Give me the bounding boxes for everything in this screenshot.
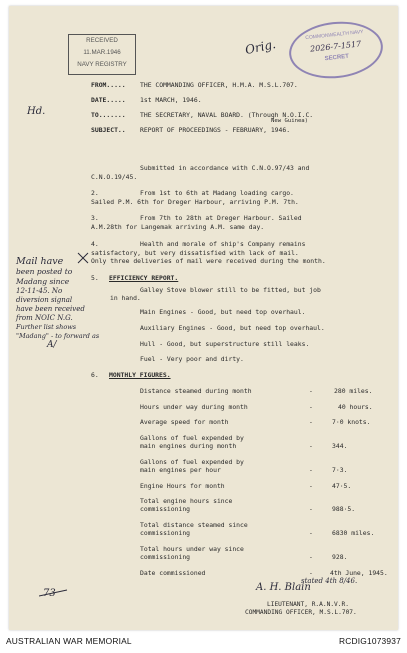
monthly-row-label: Gallons of fuel expended by [140, 434, 244, 442]
para4-line2: satisfactory, but very dissatisfied with lack of mail. [91, 249, 299, 257]
footer-catalog-id: RCDIG1073937 [339, 636, 401, 646]
margin-note-line: "Madang" - to forward as [16, 332, 100, 340]
margin-note-line: Further list shows [16, 323, 77, 331]
monthly-row-label-2: main engines per hour [140, 466, 221, 474]
para3-line2: A.M.28th for Langemak arriving A.M. same day. [91, 223, 265, 231]
margin-note-line: diversion signal [16, 296, 73, 304]
margin-note-initials: A/ [47, 340, 57, 350]
signature-title: COMMANDING OFFICER, M.S.L.707. [245, 609, 357, 616]
received-stamp-registry: NAVY REGISTRY [77, 61, 127, 68]
monthly-row-label: Total engine hours since [140, 497, 233, 505]
monthly-row-label: Distance steamed during month [140, 387, 252, 395]
from-label: FROM..... [91, 81, 126, 89]
monthly-row-value: 4th June, 1945. [330, 569, 388, 577]
para4-line1: Health and morale of ship's Company remains [140, 240, 306, 248]
date-value: 1st MARCH, 1946. [140, 96, 202, 104]
subject-label: SUBJECT.. [91, 126, 126, 134]
para3-num: 3. [91, 214, 99, 222]
received-stamp-line1: RECEIVED [86, 37, 118, 44]
monthly-row-label-2: main engines during month [140, 442, 237, 450]
efficiency-item-hull: Hull - Good, but superstructure still leaks. [140, 340, 310, 348]
para4-line3: Only three deliveries of mail were received during the month. [91, 257, 326, 265]
monthly-row-value: 344. [332, 442, 348, 450]
monthly-row-value: 928. [332, 553, 348, 561]
monthly-row-label-2: commissioning [140, 505, 191, 513]
monthly-row-dash: - [309, 505, 313, 513]
margin-note-line: Madang since [16, 277, 70, 286]
efficiency-num: 5. [91, 274, 99, 282]
monthly-heading: MONTHLY FIGURES. [109, 371, 171, 379]
monthly-row-label: Date commissioned [140, 569, 206, 577]
monthly-row-dash: - [309, 387, 313, 395]
para2-line2: Sailed P.M. 6th for Dreger Harbour, arriving P.M. 7th. [91, 198, 299, 206]
para3-line1: From 7th to 28th at Dreger Harbour. Sailed [140, 214, 302, 222]
monthly-row-label: Engine Hours for month [140, 482, 225, 490]
monthly-row-value: 7·0 knots. [332, 418, 371, 426]
monthly-row-value: 7·3. [332, 466, 348, 474]
signature-handwritten: A. H. Blain [256, 582, 311, 593]
from-value: THE COMMANDING OFFICER, H.M.A. M.S.L.707. [140, 81, 298, 89]
margin-initials: Hd. [27, 106, 46, 117]
para1-line2: C.N.O.19/45. [91, 173, 138, 181]
efficiency-item-main-engines: Main Engines - Good, but need top overhaul. [140, 308, 306, 316]
monthly-row-label-2: commissioning [140, 529, 191, 537]
monthly-row-label: Gallons of fuel expended by [140, 458, 244, 466]
margin-note-line: Mail have [16, 256, 64, 267]
margin-note-line: 12-11-45. No [16, 287, 63, 295]
monthly-row-label: Hours under way during month [140, 403, 248, 411]
monthly-row-dash: - [309, 569, 313, 577]
efficiency-item-galley: Galley Stove blower still to be fitted, but job [140, 286, 321, 294]
monthly-row-value: 40 hours. [338, 403, 373, 411]
monthly-row-value: 47·5. [332, 482, 352, 490]
secret-stamp: COMMONWEALTH NAVY 2026-7-1517 SECRET [286, 17, 385, 83]
monthly-row-label-2: commissioning [140, 553, 191, 561]
monthly-row-dash: - [309, 442, 313, 450]
monthly-row-dash: - [309, 466, 313, 474]
received-stamp [68, 34, 136, 75]
received-stamp-date: 11.MAR.1946 [83, 49, 121, 56]
document-page [9, 6, 398, 630]
monthly-row-dash: - [309, 418, 313, 426]
monthly-row-value: 280 miles. [334, 387, 373, 395]
secret-stamp-label: SECRET [324, 53, 350, 63]
efficiency-item-fuel: Fuel - Very poor and dirty. [140, 355, 244, 363]
margin-note-line: from NOIC N.G. [16, 314, 73, 322]
to-label: TO....... [91, 111, 126, 119]
monthly-row-label: Total hours under way since [140, 545, 244, 553]
monthly-row-value: 988·5. [332, 505, 356, 513]
to-value-2: New Guinea) [271, 118, 309, 124]
efficiency-item-aux-engines: Auxiliary Engines - Good, but need top overhaul. [140, 324, 325, 332]
monthly-row-value: 6830 miles. [332, 529, 375, 537]
efficiency-heading: EFFICIENCY REPORT. [109, 274, 179, 282]
margin-note-line: been posted to [16, 267, 73, 276]
para2-num: 2. [91, 189, 99, 197]
monthly-row-label: Total distance steamed since [140, 521, 248, 529]
subject-value: REPORT OF PROCEEDINGS - FEBRUARY, 1946. [140, 126, 291, 134]
monthly-row-dash: - [309, 482, 313, 490]
signature-rank: LIEUTENANT, R.A.N.V.R. [267, 601, 349, 608]
para4-num: 4. [91, 240, 99, 248]
monthly-num: 6. [91, 371, 99, 379]
orig-note: Orig. [243, 36, 278, 58]
margin-note-line: have been received [16, 305, 85, 313]
to-value: THE SECRETARY, NAVAL BOARD. (Through N.O.I.C. [140, 111, 314, 119]
bottom-mark: 73 [43, 588, 56, 599]
footer-institution: AUSTRALIAN WAR MEMORIAL [6, 636, 132, 646]
efficiency-item-galley-2: in hand. [110, 294, 141, 302]
para1-line1: Submitted in accordance with C.N.O.97/43 and [140, 164, 310, 172]
monthly-row-label: Average speed for month [140, 418, 229, 426]
cross-mark-icon [77, 252, 89, 264]
monthly-row-dash: - [309, 403, 313, 411]
para2-line1: From 1st to 6th at Madang loading cargo. [140, 189, 294, 197]
monthly-row-dash: - [309, 553, 313, 561]
handwritten-date-note: stated 4th 8/46. [301, 577, 358, 585]
date-label: DATE..... [91, 96, 126, 104]
strike-mark-icon [39, 586, 69, 600]
secret-stamp-number: 2026-7-1517 [309, 39, 362, 54]
monthly-row-dash: - [309, 529, 313, 537]
